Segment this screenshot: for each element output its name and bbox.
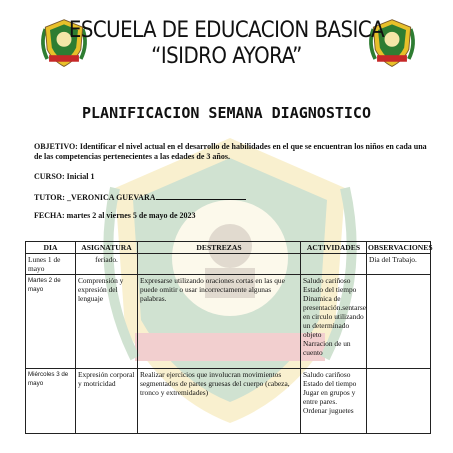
planning-table — [25, 241, 431, 434]
activity-item: un determinado objeto — [303, 321, 350, 339]
objective-text: OBJETIVO: Identificar el nivel actual en el desarrollo de habilidades en el que se encuentran los niños en cada una de las competencias pertenecientes a las edades de 3 años. — [34, 142, 427, 161]
cell-actividades — [301, 275, 367, 369]
activity-item: Saludo cariñoso — [303, 370, 351, 379]
school-name-line2: “ISIDRO AYORA” — [151, 44, 302, 69]
cell-dia: Martes 2 de mayo — [26, 275, 76, 369]
cell-dia: Miércoles 3 de mayo — [26, 369, 76, 434]
activity-item: presentación.sentarse — [303, 303, 366, 312]
activity-item: Ordenar juguetes — [303, 406, 354, 415]
cell-observaciones — [367, 369, 431, 434]
header-actividades: ACTIVIDADES — [301, 242, 367, 254]
cell-dia: Lunes 1 de mayo — [26, 254, 76, 275]
course-text: CURSO: Inicial 1 — [34, 172, 95, 181]
activity-item: Narracion de un — [303, 339, 351, 348]
date-text: FECHA: martes 2 al viernes 5 de mayo de 2023 — [34, 211, 196, 220]
cell-destrezas: Expresarse utilizando oraciones cortas en las que puede omitir o usar incorrectamente algunas palabras. — [138, 275, 301, 369]
tutor-text — [34, 192, 434, 203]
header-asignatura: ASIGNATURA — [76, 242, 138, 254]
activities-list — [303, 276, 364, 357]
cell-asignatura: Comprensión y expresión del lenguaje — [76, 275, 138, 369]
activity-item: Dinamica de — [303, 294, 341, 303]
activities-list — [303, 370, 364, 415]
activity-item: cuento — [303, 348, 323, 357]
cell-actividades — [301, 369, 367, 434]
planning-title: PLANIFICACION SEMANA DIAGNOSTICO — [82, 104, 371, 122]
tutor-value: TUTOR: _VERONICA GUEVARA — [34, 193, 156, 202]
table-row — [26, 254, 431, 275]
cell-observaciones: Dia del Trabajo. — [367, 254, 431, 275]
cell-actividades — [301, 254, 367, 275]
cell-observaciones — [367, 275, 431, 369]
header-dia: DIA — [26, 242, 76, 254]
table-row — [26, 369, 431, 434]
header-destrezas: DESTREZAS — [138, 242, 301, 254]
table-row — [26, 275, 431, 369]
table-header-row — [26, 242, 431, 254]
school-name-line1: ESCUELA DE EDUCACION BASICA — [68, 18, 385, 43]
cell-asignatura: feriado. — [76, 254, 138, 275]
activity-item: Estado del tiempo — [303, 379, 357, 388]
cell-asignatura: Expresión corporal y motricidad — [76, 369, 138, 434]
header-observaciones: OBSERVACIONES — [368, 243, 433, 252]
tutor-underline — [156, 192, 246, 200]
activity-item: Saludo cariñoso — [303, 276, 351, 285]
activity-item: entre pares. — [303, 397, 338, 406]
activity-item: Estado del tiempo — [303, 285, 357, 294]
cell-destrezas — [138, 254, 301, 275]
cell-destrezas: Realizar ejercicios que involucran movimientos segmentados de partes gruesas del cuerpo (cabeza, tronco y extremidades) — [138, 369, 301, 434]
activity-item: Jugar en grupos y — [303, 388, 356, 397]
activity-item: en circulo utilizando — [303, 312, 364, 321]
